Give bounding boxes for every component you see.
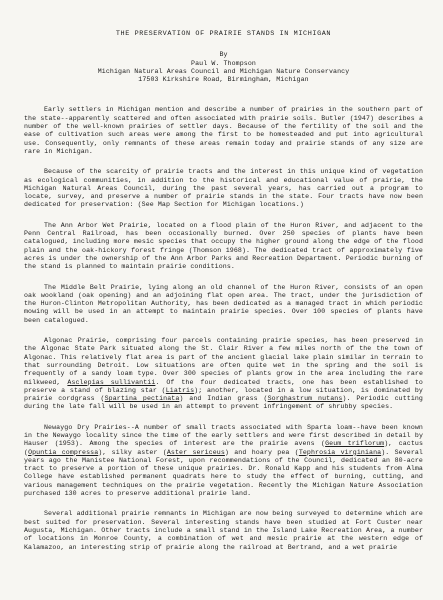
species-name: Sorghastrum nutans xyxy=(267,395,343,403)
body-paragraph xyxy=(24,222,423,272)
paragraph-text: Early settlers in Michigan mention and describe a number of prairies in the southern part of the state--apparently scattered and often associated with prairie soils. Butler (1947) describes a number of the well-known prairies of settler days. Because of the fertility of the soil and the ease of cultivation such areas were among the first to be homesteaded and put into agricultural use. Consequently, only remnants of these areas remain today and prairie stands of any size are rare in Michigan. xyxy=(24,106,423,155)
paragraph-text: Newaygo Dry Prairies--A number of small tracts associated with Sparta loam--have been known in the Newaygo locality since the time of the early settlers and were first described in detail by Hauser (1953). Among the species of interest are the prairie avens ( xyxy=(24,423,423,448)
paragraph-text: ) and hoary pea ( xyxy=(224,448,299,456)
author-affiliation: Michigan Natural Areas Council and Michigan Nature Conservancy xyxy=(97,67,350,75)
byline-block xyxy=(24,51,423,84)
paragraph-text: ). Several years ago the Manistee National Forest, upon recommendations of the Council, dedicated an 80-acre tract to preserve a portion of these unique prairies. Dr. Ronald Kapp and his students from Alma College have established permanent quadrats here to study the effect of burning, cutting, and various management techniques on the prairie vegetation. Recently the Michigan Nature Association purchased 130 acres to preserve additional prairie land. xyxy=(24,448,423,498)
paragraph-text: ). Periodic cutting during the late fall will be used in an attempt to prevent infringement of shrubby species. xyxy=(24,395,423,411)
paragraph-text: ) and Indian grass ( xyxy=(179,395,268,403)
paragraph-text: ), silky aster ( xyxy=(98,448,167,456)
species-name: Aster sericeus xyxy=(166,448,225,456)
paragraph-text: The Middle Belt Prairie, lying along an old channel of the Huron River, consists of an open oak wookland (oak opening) and an adjoining flat open area. The tract, under the jurisdiction of the Huron-Clinton Metropolitan Authority, has been dedicated as a managed tract in which periodic mowing will be used in an attempt to maintain prairie species. Over 100 species of plants have been catalogued. xyxy=(24,283,423,324)
body-paragraph xyxy=(24,424,423,499)
body-paragraph xyxy=(24,106,423,156)
paragraph-text: ), cactus ( xyxy=(24,440,424,456)
species-name: Geum triflorum xyxy=(325,440,385,448)
species-name: Spartina pectinata xyxy=(104,395,180,403)
paragraph-text: The Ann Arbor Wet Prairie, located on a flood plain of the Huron River, and adjacent to the Penn Central Railroad, has been occasionally burned. Over 250 species of plants have been catalogued, including more mesic species that occupy the higher ground along the edge of the flood plain and the oak-hickory forest fringe (Thomson 1968). The dedicated tract of approximately five acres is under the ownership of the Ann Arbor Parks and Recreation Department. Periodic burning of the stand is planned to maintain prairie conditions. xyxy=(24,221,423,271)
page-title: THE PRESERVATION OF PRAIRIE STANDS IN MICHIGAN xyxy=(115,30,332,38)
paragraph-text: . Of the four dedicated tracts, one has been established to preserve a stand of blazing star ( xyxy=(24,378,423,394)
article-body xyxy=(24,106,423,551)
body-paragraph xyxy=(24,284,423,325)
author-name: Paul W. Thompson xyxy=(191,59,256,67)
body-paragraph xyxy=(24,510,423,551)
byline-by: By xyxy=(219,51,228,59)
species-name: Asclepias sullivantii xyxy=(67,378,156,386)
paragraph-text: ); another, located in a low situation, is dominated by prairie cordgrass ( xyxy=(24,386,423,403)
paragraph-text: Algonac Prairie, comprising four parcels containing prairie species, has been preserved in the Algonac State Park situated along the St. Clair River a few miles north of the the town of Algonac. This relatively flat area is part of the ancient glacial lake plain similar in terrain to that surrounding Detroit. Low situations are often quite wet in the spring and the soil is frequently of a sandy loam type. Over 300 species of plants grow in the area including the rare milkweed, xyxy=(24,337,423,386)
paragraph-text: Because of the scarcity of prairie tracts and the interest in this unique kind of vegetation as ecological communities, in addition to the historical and educational value of prairie, the Michigan Natural Areas Council, during the past several years, has carried out a program to locate, survey, and preserve a number of prairie stands in the state. Four tracts have now been dedicated for preservation: (See Map Section for Michigan locations.) xyxy=(24,168,423,209)
paragraph-text: Several additional prairie remnants in Michigan are now being surveyed to determine which are best suited for preservation. Several interesting stands have been studied at Fort Custer near Augusta, Michigan. Other tracts include a small stand in the Island Lake Recreation Area, a number of locations in Monroe County, a combination of wet and mesic prairie at the western edge of Kalamazoo, an interesting strip of prairie along the railroad at Bertrand, and a wet prairie xyxy=(24,510,423,551)
body-paragraph xyxy=(24,168,423,209)
species-name: Opuntia compressa xyxy=(28,448,99,456)
species-name: Liatris xyxy=(165,386,195,394)
body-paragraph xyxy=(24,337,423,412)
author-address: 17503 Kirkshire Road, Birmingham, Michigan xyxy=(138,76,309,84)
species-name: Tephrosia virginiana xyxy=(298,448,382,456)
